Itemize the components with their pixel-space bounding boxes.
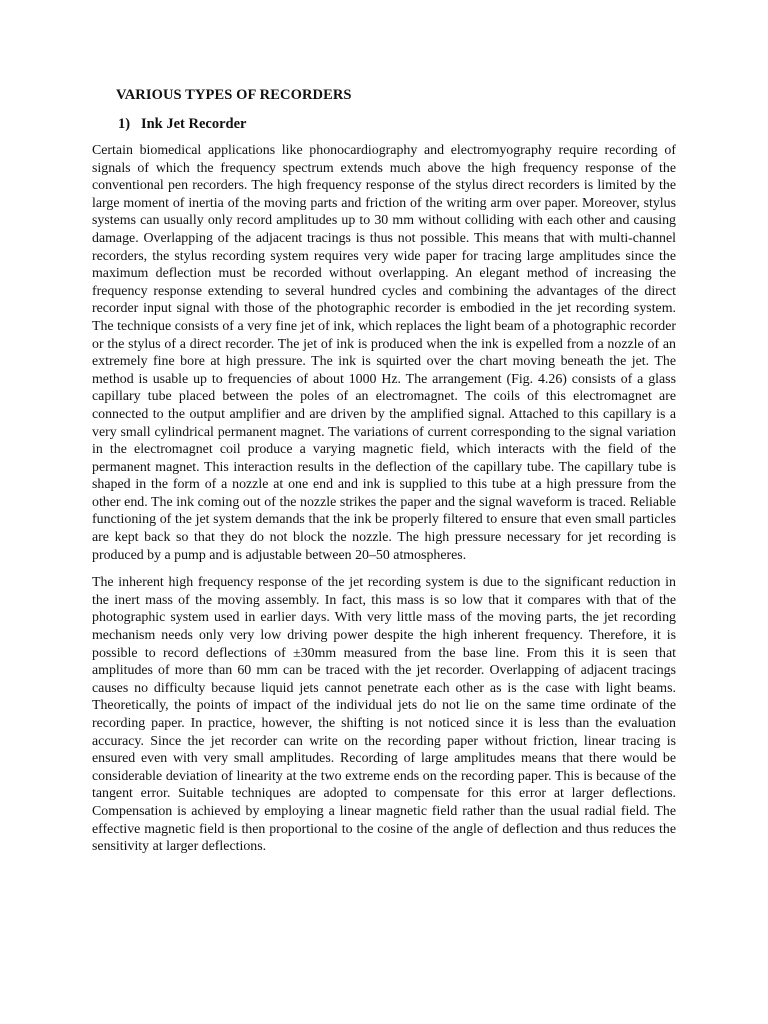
body-paragraph-2: The inherent high frequency response of the jet recording system is due to the significant reduction in the inert mass of the moving assembly. In fact, this mass is so low that it compares with that of the photographic system used in earlier days. With very little mass of the moving parts, the jet recording mechanism needs only very low driving power despite the high inherent frequency. Therefore, it is possible to record deflections of ±30mm measured from the base line. From this it is seen that amplitudes of more than 60 mm can be traced with the jet recorder. Overlapping of adjacent tracings causes no difficulty because liquid jets cannot penetrate each other as is the case with light beams. Theoretically, the points of impact of the individual jets do not lie on the same time ordinate of the recording paper. In practice, however, the shifting is not noticed since it is less than the evaluation accuracy. Since the jet recorder can write on the recording paper without friction, linear tracing is ensured even with very small amplitudes. Recording of large amplitudes means that there would be considerable deviation of linearity at the two extreme ends on the recording paper. This is because of the tangent error. Suitable techniques are adopted to compensate for this error at larger deflections. Compensation is achieved by employing a linear magnetic field rather than the usual radial field. The effective magnetic field is then proportional to the cosine of the angle of deflection and thus reduces the sensitivity at larger deflections. [92, 575, 676, 855]
subsection-title: 1) Ink Jet Recorder [118, 116, 247, 132]
body-paragraph-1: Certain biomedical applications like phonocardiography and electromyography require recording of signals of which the frequency spectrum extends much above the high frequency response of the conventional pen recorders. The high frequency response of the stylus direct recorders is limited by the large moment of inertia of the moving parts and friction of the writing arm over paper. Moreover, stylus systems can usually only record amplitudes up to 30 mm without colliding with each other and causing damage. Overlapping of the adjacent tracings is thus not possible. This means that with multi-channel recorders, the stylus recording system requires very wide paper for tracing large amplitudes since the maximum deflection must be recorded without overlapping. An elegant method of increasing the frequency response extending to several hundred cycles and combining the advantages of the direct recorder input signal with those of the photographic recorder is embodied in the jet recording system. The technique consists of a very fine jet of ink, which replaces the light beam of a photographic recorder or the stylus of a direct recorder. The jet of ink is produced when the ink is expelled from a nozzle of an extremely fine bore at high pressure. The ink is squirted over the chart moving beneath the jet. The method is usable up to frequencies of about 1000 Hz. The arrangement (Fig. 4.26) consists of a glass capillary tube placed between the poles of an electromagnet. The coils of this electromagnet are connected to the output amplifier and are driven by the amplified signal. Attached to this capillary is a very small cylindrical permanent magnet. The variations of current corresponding to the signal variation in the electromagnet coil produce a varying magnetic field, which interacts with the field of the permanent magnet. This interaction results in the deflection of the capillary tube. The capillary tube is shaped in the form of a nozzle at one end and ink is supplied to this tube at a high pressure from the other end. The ink coming out of the nozzle strikes the paper and the signal waveform is traced. Reliable functioning of the jet system demands that the ink be properly filtered to ensure that even small particles are kept back so that they do not block the nozzle. The high pressure necessary for jet recording is produced by a pump and is adjustable between 20–50 atmospheres. [92, 143, 676, 563]
section-title: VARIOUS TYPES OF RECORDERS [116, 87, 352, 103]
